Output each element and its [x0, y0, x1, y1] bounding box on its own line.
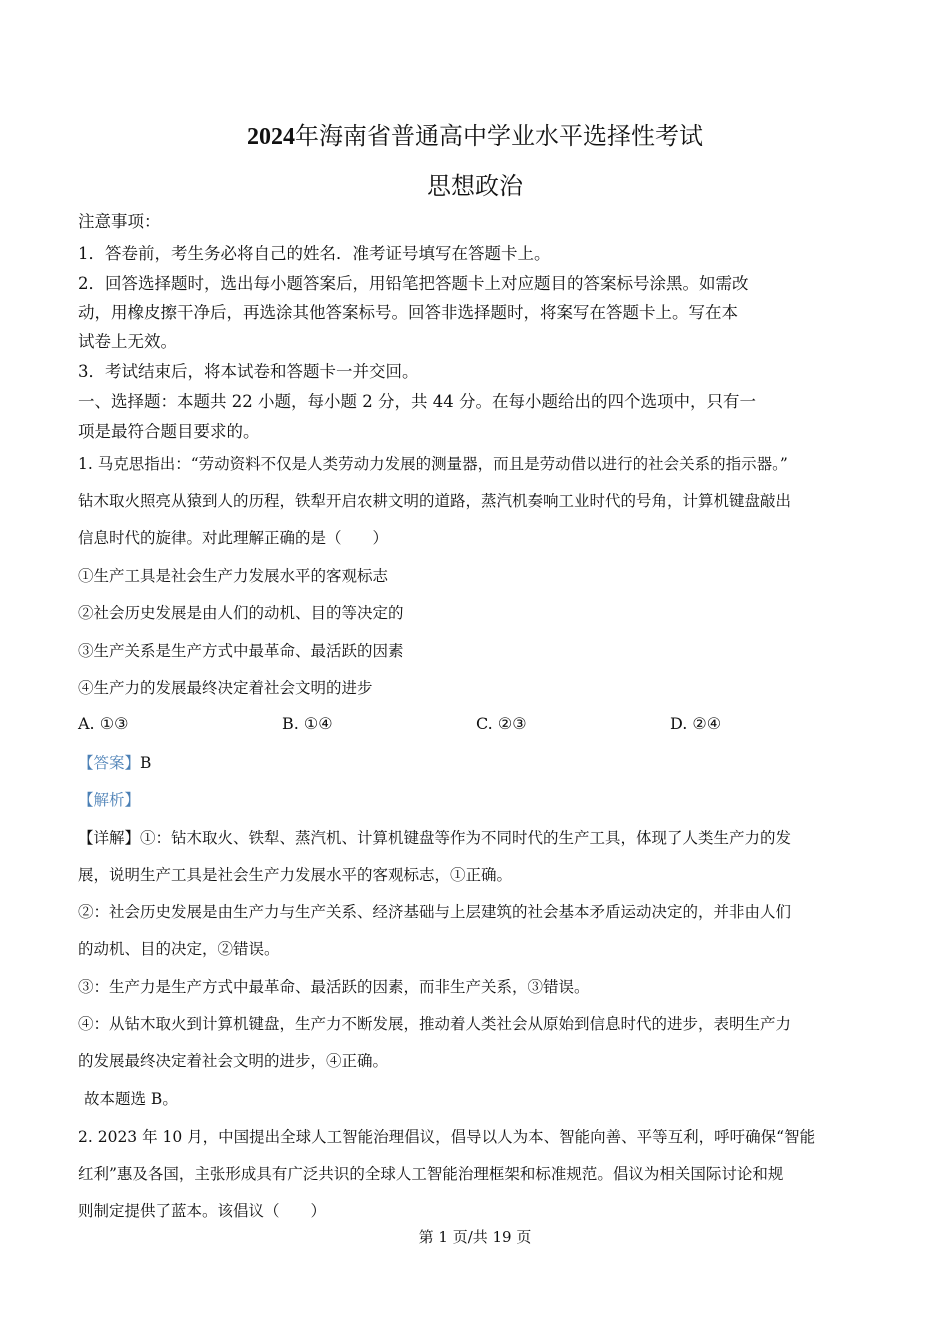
q2-stem: 红利”惠及各国，主张形成具有广泛共识的全球人工智能治理框架和标准规范。倡议为相关国际讨论和规 [78, 1165, 784, 1183]
q2-stem: 则制定提供了蓝本。该倡议（ ） [78, 1202, 327, 1220]
notice-item: 3．考试结束后，将本试卷和答题卡一并交回。 [78, 362, 419, 381]
q1-option-c: C. ②③ [476, 714, 527, 733]
q1-detail: 的发展最终决定着社会文明的进步，④正确。 [78, 1052, 389, 1070]
title-rest: 年海南省普通高中学业水平选择性考试 [295, 122, 703, 150]
page-number: 第 1 页/共 19 页 [418, 1228, 532, 1246]
q1-statement: ④生产力的发展最终决定着社会文明的进步 [78, 679, 373, 697]
q1-option-a: A. ①③ [78, 714, 129, 733]
q2-stem: 2. 2023 年 10 月，中国提出全球人工智能治理倡议，倡导以人为本、智能向善、平等互利，呼吁确保“智能 [78, 1128, 816, 1146]
notice-item: 试卷上无效。 [78, 332, 177, 351]
q1-answer [78, 751, 151, 773]
q1-conclusion: 故本题选 B。 [84, 1090, 178, 1108]
q1-statement: ③生产关系是生产方式中最革命、最活跃的因素 [78, 642, 404, 660]
detail-text: ①：钻木取火、铁犁、蒸汽机、计算机键盘等作为不同时代的生产工具，体现了人类生产力的发 [140, 829, 792, 847]
q1-detail: ③：生产力是生产方式中最革命、最活跃的因素，而非生产关系，③错误。 [78, 978, 590, 996]
title-year: 2024 [247, 124, 295, 150]
notice-heading: 注意事项： [78, 212, 161, 231]
q1-detail [78, 826, 791, 848]
q1-statement: ①生产工具是社会生产力发展水平的客观标志 [78, 567, 389, 585]
q1-stem: 钻木取火照亮从猿到人的历程，铁犁开启农耕文明的道路，蒸汽机奏响工业时代的号角，计算机键盘敲出 [78, 492, 792, 510]
notice-item: 1．答卷前，考生务必将自己的姓名．准考证号填写在答题卡上。 [78, 244, 551, 263]
subject-title: 思想政治 [427, 172, 523, 200]
q1-option-b: B. ①④ [282, 714, 333, 733]
q1-detail: ④：从钻木取火到计算机键盘，生产力不断发展，推动着人类社会从原始到信息时代的进步，表明生产力 [78, 1015, 792, 1033]
answer-value: B [140, 754, 152, 772]
notice-item: 2．回答选择题时，选出每小题答案后，用铅笔把答题卡上对应题目的答案标号涂黑。如需改 [78, 274, 749, 293]
q1-stem: 信息时代的旋律。对此理解正确的是（ ） [78, 529, 389, 547]
q1-option-d: D. ②④ [670, 714, 722, 733]
q1-stem: 1. 马克思指出：“劳动资料不仅是人类劳动力发展的测量器，而且是劳动借以进行的社会关系的指示器。” [78, 455, 788, 473]
section-heading: 一、选择题：本题共 22 小题，每小题 2 分，共 44 分。在每小题给出的四个选项中，只有一 [78, 392, 756, 411]
section-heading-cont: 项是最符合题目要求的。 [78, 422, 260, 441]
q1-detail: 的动机、目的决定，②错误。 [78, 940, 280, 958]
detail-label: 【详解】 [78, 829, 141, 847]
answer-label: 【答案】 [78, 754, 141, 772]
q1-statement: ②社会历史发展是由人们的动机、目的等决定的 [78, 604, 404, 622]
notice-item: 动，用橡皮擦干净后，再选涂其他答案标号。回答非选择题时，将案写在答题卡上。写在本 [78, 303, 738, 322]
q1-detail: 展，说明生产工具是社会生产力发展水平的客观标志，①正确。 [78, 866, 513, 884]
exam-title [0, 116, 950, 151]
analysis-label: 【解析】 [78, 791, 141, 809]
q1-detail: ②：社会历史发展是由生产力与生产关系、经济基础与上层建筑的社会基本矛盾运动决定的，并非由人们 [78, 903, 792, 921]
